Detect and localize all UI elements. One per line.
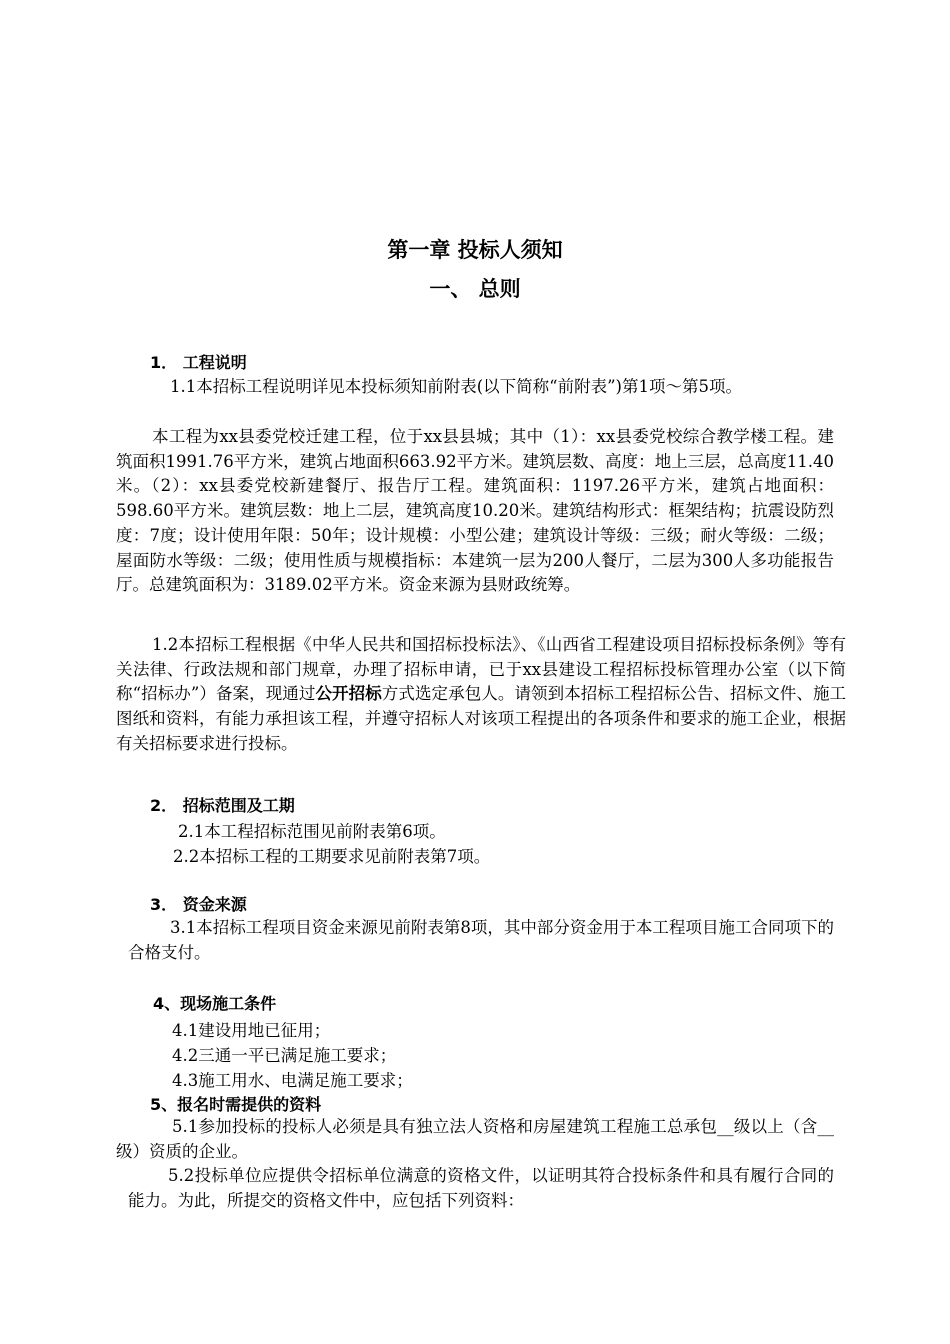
heading-funding-source: 3． 资金来源 <box>150 895 247 914</box>
line-2-1: 2.1本工程招标范围见前附表第6项。 <box>178 822 446 841</box>
paragraph-1-1: 1.1本招标工程说明详见本投标须知前附表(以下简称“前附表”)第1项～第5项。 <box>170 377 742 396</box>
heading-scope-and-schedule: 2． 招标范围及工期 <box>150 796 295 815</box>
line-2-2: 2.2本招标工程的工期要求见前附表第7项。 <box>173 847 491 866</box>
line-4-1: 4.1建设用地已征用； <box>172 1021 331 1040</box>
section-title: 一、 总则 <box>429 277 521 301</box>
chapter-title: 第一章 投标人须知 <box>387 238 563 262</box>
paragraph-5-1: 5.1参加投标的投标人必须是具有独立法人资格和房屋建筑工程施工总承包__级以上（含__级）资质的企业。 <box>116 1117 834 1161</box>
line-4-3: 4.3施工用水、电满足施工要求； <box>172 1071 413 1090</box>
paragraph-3-1: 3.1本招标工程项目资金来源见前附表第8项，其中部分资金用于本工程项目施工合同项下的合格支付。 <box>128 918 834 962</box>
heading-registration-materials: 5、报名时需提供的资料 <box>150 1095 322 1114</box>
paragraph-1-2-text-end: 方式选定承包人。请领到本招标工程招标公告、招标文件、施工图纸和资料，有能力承担该工程，并遵守招标人对该项工程提出的各项条件和要求的施工企业，根据有关招标要求进行投标。 <box>116 684 847 753</box>
open-tender-emphasis: 公开招标 <box>315 684 382 704</box>
heading-project-description: 1． 工程说明 <box>150 353 247 372</box>
paragraph-project-details: 本工程为xx县委党校迁建工程，位于xx县县城；其中（1）：xx县委党校综合教学楼工程。建筑面积1991.76平方米，建筑占地面积663.92平方米。建筑层数、高度：地上三层，总高度11.40米。（2）：xx县委党校新建餐厅、报告厅工程。建筑面积：1197.26平方米，建筑占地面积：598.60平方米。建筑层数：地上二层，建筑高度10.20米。建筑结构形式：框架结构；抗震设防烈度：7度；设计使用年限：50年；设计规模：小型公建；建筑设计等级：三级；耐火等级：二级；屋面防水等级：二级；使用性质与规模指标：本建筑一层为200人餐厅，二层为300人多功能报告厅。总建筑面积为：3189.02平方米。资金来源为县财政统筹。 <box>116 427 834 595</box>
heading-site-conditions: 4、现场施工条件 <box>153 994 277 1013</box>
paragraph-1-2 <box>116 633 846 757</box>
paragraph-1-2-text: 1.2本招标工程根据《中华人民共和国招标投标法》、《山西省工程建设项目招标投标条例》等有关法律、行政法规和部门规章，办理了招标申请，已于xx县建设工程招标投标管理办公室（以下简称“招标办”）备案，现通过 <box>116 635 846 704</box>
line-4-2: 4.2三通一平已满足施工要求； <box>172 1046 397 1065</box>
paragraph-5-2: 5.2投标单位应提供令招标单位满意的资格文件，以证明其符合投标条件和具有履行合同的能力。为此，所提交的资格文件中，应包括下列资料： <box>128 1166 834 1210</box>
